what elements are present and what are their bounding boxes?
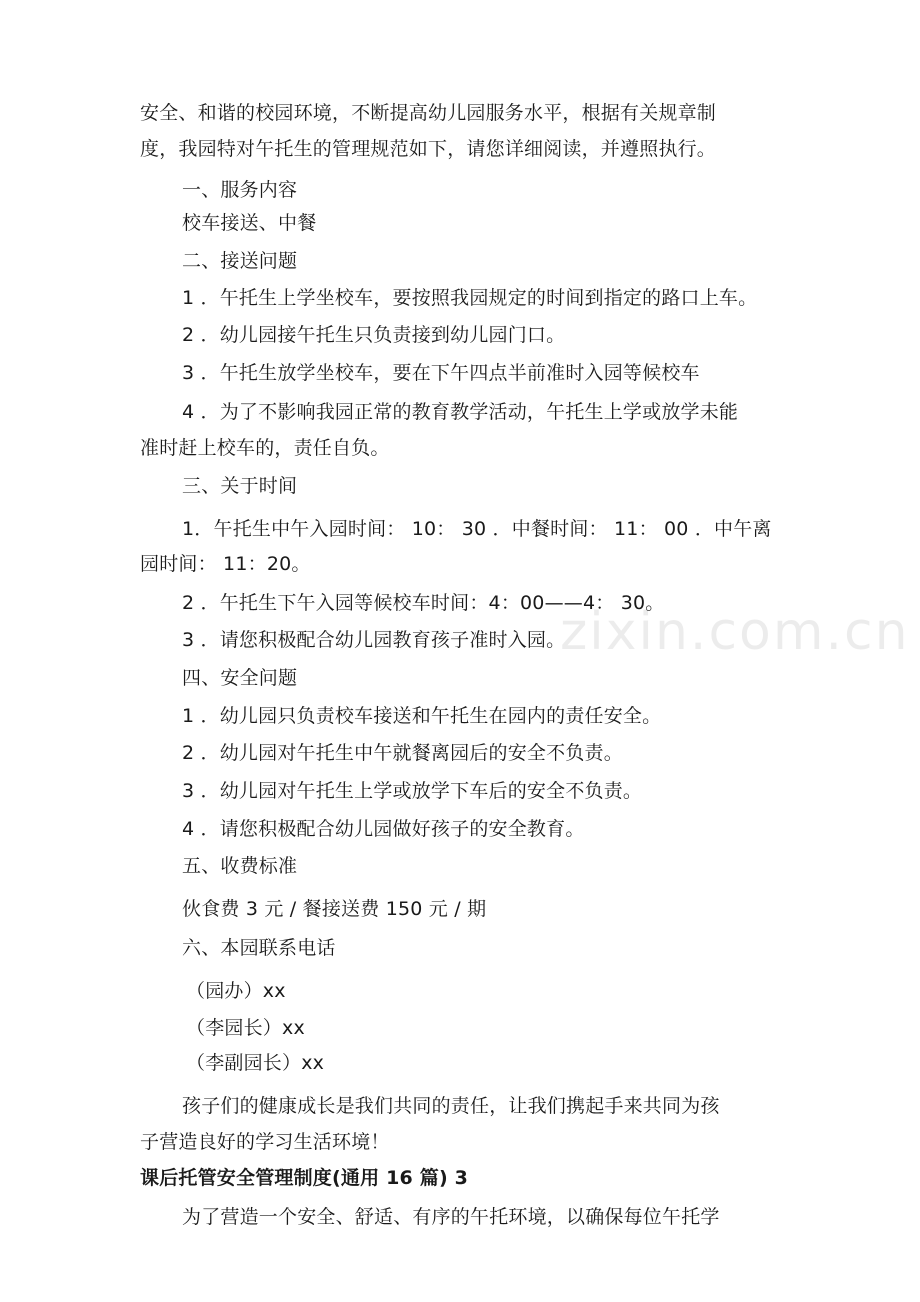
list-item: 4 ．为了不影响我园正常的教育教学活动，午托生上学或放学未能 <box>182 401 739 423</box>
contact-line: （李副园长）xx <box>186 1052 325 1074</box>
section-heading: 三、关于时间 <box>182 475 298 497</box>
paragraph-line: 孩子们的健康成长是我们共同的责任，让我们携起手来共同为孩 <box>182 1095 720 1117</box>
paragraph-line: 伙食费 3 元 / 餐接送费 150 元 / 期 <box>182 898 487 920</box>
paragraph-line: 校车接送、中餐 <box>182 212 317 234</box>
paragraph-line: 子营造良好的学习生活环境！ <box>140 1131 390 1153</box>
document-title: 课后托管安全管理制度(通用 16 篇) 3 <box>140 1167 469 1189</box>
list-item: 2 ．幼儿园对午托生中午就餐离园后的安全不负责。 <box>182 742 623 764</box>
list-item: 3 ．午托生放学坐校车，要在下午四点半前准时入园等候校车 <box>182 362 700 384</box>
list-item: 3 ．请您积极配合幼儿园教育孩子准时入园。 <box>182 629 566 651</box>
paragraph-line: 度，我园特对午托生的管理规范如下，请您详细阅读，并遵照执行。 <box>140 138 717 160</box>
list-item: 1 ．幼儿园只负责校车接送和午托生在园内的责任安全。 <box>182 705 662 727</box>
contact-line: （李园长）xx <box>186 1017 305 1039</box>
list-item: 1 ．午托生上学坐校车，要按照我园规定的时间到指定的路口上车。 <box>182 287 758 309</box>
contact-line: （园办）xx <box>186 980 286 1002</box>
list-item: 4 ．请您积极配合幼儿园做好孩子的安全教育。 <box>182 818 585 840</box>
section-heading: 六、本园联系电话 <box>182 937 336 959</box>
list-item: 2 ．幼儿园接午托生只负责接到幼儿园门口。 <box>182 324 566 346</box>
section-heading: 二、接送问题 <box>182 250 298 272</box>
list-item: 1．午托生中午入园时间： 10： 30 ．中餐时间： 11： 00 ．中午离 <box>182 518 772 540</box>
section-heading: 五、收费标准 <box>182 855 298 877</box>
list-item: 2 ．午托生下午入园等候校车时间：4：00——4： 30。 <box>182 592 665 614</box>
paragraph-line: 为了营造一个安全、舒适、有序的午托环境，以确保每位午托学 <box>182 1206 720 1228</box>
paragraph-line: 园时间： 11：20。 <box>140 553 311 575</box>
paragraph-line: 安全、和谐的校园环境，不断提高幼儿园服务水平，根据有关规章制 <box>140 102 717 124</box>
section-heading: 四、安全问题 <box>182 667 298 689</box>
list-item: 3 ．幼儿园对午托生上学或放学下车后的安全不负责。 <box>182 780 643 802</box>
paragraph-line: 准时赶上校车的，责任自负。 <box>140 437 390 459</box>
watermark: zixin.com.cn <box>560 602 910 662</box>
section-heading: 一、服务内容 <box>182 179 298 201</box>
